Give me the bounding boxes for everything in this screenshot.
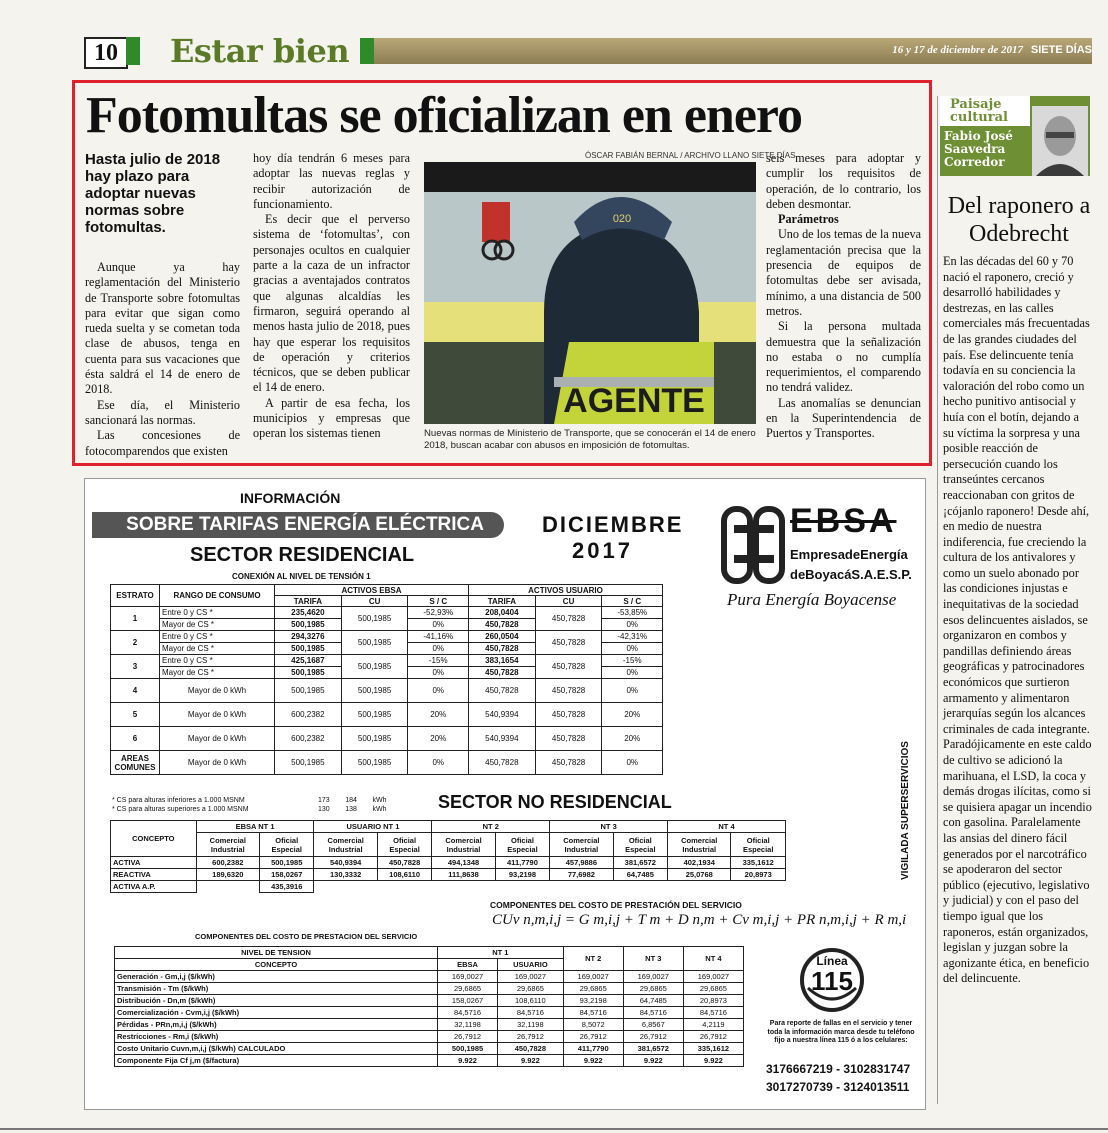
cell: 600,2382 [275, 703, 342, 727]
cell: 0% [602, 679, 663, 703]
cell: 500,1985 [275, 619, 342, 631]
col-header-concepto: CONCEPTO [111, 821, 197, 857]
table-row [111, 751, 663, 775]
cell [432, 881, 495, 893]
cell: 9.922 [563, 1055, 623, 1067]
cell: 77,6982 [550, 869, 613, 881]
cell: 4,2119 [683, 1019, 743, 1031]
photo-vest-text: AGENTE [563, 382, 705, 420]
cell: 500,1985 [260, 857, 314, 869]
column-divider [937, 96, 938, 1104]
cell: 450,7828 [377, 857, 431, 869]
cell: 494,1348 [432, 857, 495, 869]
phone-numbers: 3017270739 - 3124013511 [766, 1080, 910, 1094]
cell: 29,6865 [498, 983, 564, 995]
cell: -41,16% [408, 631, 469, 643]
cell: 0% [408, 679, 469, 703]
cell: 383,1654 [468, 655, 535, 667]
paragraph: Las anomalías se denuncian en la Superintendencia de Puertos y Transportes. [766, 395, 921, 441]
cell: 500,1985 [275, 667, 342, 679]
linea-label: Línea [816, 954, 848, 968]
section-marker [126, 37, 140, 65]
cell: 4 [111, 679, 160, 703]
cell: 9.922 [683, 1055, 743, 1067]
col-header-oficial: Oficial Especial [260, 833, 314, 857]
col-header-group: EBSA NT 1 [196, 821, 314, 833]
col-header-rango: RANGO DE CONSUMO [160, 585, 275, 607]
cell: Mayor de 0 kWh [160, 703, 275, 727]
cell: 450,7828 [535, 631, 602, 655]
cell: 411,7790 [563, 1043, 623, 1055]
cell [668, 881, 731, 893]
cell: 600,2382 [275, 727, 342, 751]
cell: 64,7485 [613, 869, 667, 881]
cell: 108,6110 [498, 995, 564, 1007]
cell [377, 881, 431, 893]
paper-name: SIETE DÍAS [1030, 44, 1092, 56]
ad-month: DICIEMBRE [542, 512, 684, 537]
cell: 0% [408, 619, 469, 631]
cell [731, 881, 786, 893]
photo-credit: ÓSCAR FABIÁN BERNAL / ARCHIVO LLANO SIETE DÍAS [585, 151, 796, 160]
col-header-tarifa: TARIFA [275, 596, 342, 607]
cell: 450,7828 [468, 619, 535, 631]
cell: 26,7912 [438, 1031, 498, 1043]
linea-number: 115 [811, 966, 853, 996]
cell: 2 [111, 631, 160, 655]
cell: 0% [602, 751, 663, 775]
table-row [111, 857, 786, 869]
table-row [115, 995, 744, 1007]
cell: 3 [111, 655, 160, 679]
col-header-ebsa: EBSA [438, 959, 498, 971]
cell: 208,0404 [468, 607, 535, 619]
ebsa-slogan: Pura Energía Boyacense [727, 590, 897, 609]
cell: 130,3332 [314, 869, 377, 881]
nonresidential-rows [111, 857, 786, 893]
cell: 9.922 [623, 1055, 683, 1067]
col-header-comercial: Comercial Industrial [314, 833, 377, 857]
page-number: 10 [84, 37, 128, 69]
cell: 25,0768 [668, 869, 731, 881]
row-label: Comercialización - Cvm,i,j ($/kWh) [115, 1007, 438, 1019]
ebsa-name-line1: EmpresadeEnergía [790, 547, 908, 562]
cell: 9.922 [498, 1055, 564, 1067]
cell [196, 881, 259, 893]
cs-note: * CS para alturas superiores a 1.000 MSNM [112, 806, 249, 813]
col-header-concepto: CONCEPTO [115, 959, 438, 971]
col-header-activos-usuario: ACTIVOS USUARIO [468, 585, 662, 596]
col-header-nivel: NIVEL DE TENSION [115, 947, 438, 959]
cell: 20% [408, 727, 469, 751]
col-header-nt3: NT 3 [623, 947, 683, 971]
row-label: Costo Unitario Cuvn,m,i,j ($/kWh) CALCULADO [115, 1043, 438, 1055]
article-photo [424, 162, 756, 424]
col-header-estrato: ESTRATO [111, 585, 160, 607]
cell: 500,1985 [341, 631, 408, 655]
photo-cap-number: 020 [612, 213, 632, 225]
col-header-nt4: NT 4 [683, 947, 743, 971]
cost-components-table [114, 946, 744, 1067]
cell: Mayor de 0 kWh [160, 751, 275, 775]
cell: 500,1985 [341, 703, 408, 727]
table-row [115, 983, 744, 995]
cell: 32,1198 [498, 1019, 564, 1031]
cell: 0% [408, 667, 469, 679]
ad-banner: SOBRE TARIFAS ENERGÍA ELÉCTRICA [92, 512, 504, 538]
nonresidential-tariff-table [110, 820, 786, 893]
cell: Entre 0 y CS * [160, 655, 275, 667]
cell [495, 881, 549, 893]
cell: 26,7912 [683, 1031, 743, 1043]
cell: -15% [602, 655, 663, 667]
cell: 5 [111, 703, 160, 727]
col-header-comercial: Comercial Industrial [550, 833, 613, 857]
cell: 450,7828 [535, 751, 602, 775]
section-title: Estar bien [170, 32, 350, 70]
row-label: Transmisión - Tm ($/kWh) [115, 983, 438, 995]
cell: 500,1985 [341, 655, 408, 679]
ebsa-name-line2: deBoyacáS.A.E.S.P. [790, 567, 912, 582]
cell: 6 [111, 727, 160, 751]
paragraph: hoy día tendrán 6 meses para adoptar las nuevas reglas y recibir autorización de funcionamiento. [253, 151, 410, 211]
cell: 381,6572 [623, 1043, 683, 1055]
cell: 335,1612 [731, 857, 786, 869]
cell: 6,8567 [623, 1019, 683, 1031]
cell: 169,0027 [438, 971, 498, 983]
table-row [111, 679, 663, 703]
col-header-oficial: Oficial Especial [731, 833, 786, 857]
cell: 84,5716 [438, 1007, 498, 1019]
cell: 500,1985 [275, 751, 342, 775]
cell: 26,7912 [563, 1031, 623, 1043]
cell: 450,7828 [498, 1043, 564, 1055]
cell: 500,1985 [341, 727, 408, 751]
cell: 93,2198 [563, 995, 623, 1007]
cell: 540,9394 [468, 703, 535, 727]
paragraph: Si la persona multada demuestra que la señalización no estaba o no cumplía requerimientos, el comparendo no tendrá validez. [766, 319, 921, 395]
cell: 260,0504 [468, 631, 535, 643]
cell: 402,1934 [668, 857, 731, 869]
cell: 84,5716 [683, 1007, 743, 1019]
cell: 335,1612 [683, 1043, 743, 1055]
table-row [111, 631, 663, 643]
row-label: ACTIVA [111, 857, 197, 869]
col-header-sc: S / C [408, 596, 469, 607]
cs-notes [112, 796, 249, 814]
cell: 450,7828 [535, 655, 602, 679]
paragraph: Uno de los temas de la nueva reglamentación precisa que la presencia de equipos de fotomultas debe ser avisada, mínimo, a una distancia de 500 metros. [766, 227, 921, 318]
cell: 64,7485 [623, 995, 683, 1007]
row-label: REACTIVA [111, 869, 197, 881]
col-header-tarifa: TARIFA [468, 596, 535, 607]
cell: 0% [408, 643, 469, 655]
article-subhead: Parámetros [778, 212, 839, 227]
cell: 500,1985 [275, 643, 342, 655]
table-row [115, 1019, 744, 1031]
table-row [111, 869, 786, 881]
paragraph: seis meses para adoptar y cumplir los requisitos de operación, de lo contrario, los deben desmontar. [766, 151, 921, 211]
row-label: Componente Fija Cf j,m ($/factura) [115, 1055, 438, 1067]
table-row [115, 1007, 744, 1019]
paragraph: Las concesiones de fotocomparendos que existen [85, 428, 240, 458]
cell: 9.922 [438, 1055, 498, 1067]
col-header-group: NT 4 [668, 821, 786, 833]
col-header-cu: CU [535, 596, 602, 607]
cell: 169,0027 [623, 971, 683, 983]
header-bar-marker [360, 38, 374, 64]
linea-115-logo [800, 948, 864, 1012]
linea-info-text: Para reporte de fallas en el servicio y tener toda la información marca desde tu teléfono fijo a nuestra línea 115 ó a los celulares: [767, 1020, 915, 1044]
cell: 108,6110 [377, 869, 431, 881]
cell: 500,1985 [341, 751, 408, 775]
ad-info-label: INFORMACIÓN [240, 490, 341, 506]
cell: 111,8638 [432, 869, 495, 881]
cell: 158,0267 [438, 995, 498, 1007]
cell: 20,8973 [683, 995, 743, 1007]
cell: -53,85% [602, 607, 663, 619]
table-row [111, 727, 663, 751]
cell: 500,1985 [275, 679, 342, 703]
row-label: Generación - Gm,i,j ($/kWh) [115, 971, 438, 983]
cell: 411,7790 [495, 857, 549, 869]
cell: 158,0267 [260, 869, 314, 881]
vigilada-label: VIGILADA SUPERSERVICIOS [900, 741, 911, 880]
ebsa-wordmark: EBSA [790, 502, 897, 540]
cs-values [318, 796, 386, 814]
cell: 450,7828 [535, 679, 602, 703]
paragraph: Aunque ya hay reglamentación del Ministerio de Transporte sobre fotomultas para evitar que sigan como rueda suelta y se cometan toda clase de abusos, tenga en cuenta para sus vacaciones que ésta saldrá el 14 de enero de 2018. [85, 260, 240, 397]
col-header-sc: S / C [602, 596, 663, 607]
cell: 84,5716 [498, 1007, 564, 1019]
cell: AREAS COMUNES [111, 751, 160, 775]
col-header-activos-ebsa: ACTIVOS EBSA [275, 585, 469, 596]
cell: Entre 0 y CS * [160, 607, 275, 619]
cell: -42,31% [602, 631, 663, 643]
cell: 425,1687 [275, 655, 342, 667]
col-header-nt1: NT 1 [438, 947, 564, 959]
cell: 26,7912 [498, 1031, 564, 1043]
cell: 540,9394 [468, 727, 535, 751]
cell: 169,0027 [498, 971, 564, 983]
sector-nonresidential-title: SECTOR NO RESIDENCIAL [438, 792, 672, 812]
article-lead: Hasta julio de 2018 hay plazo para adoptar nuevas normas sobre fotomultas. [85, 151, 221, 236]
col-header-oficial: Oficial Especial [495, 833, 549, 857]
col-header-comercial: Comercial Industrial [432, 833, 495, 857]
table-row [111, 655, 663, 667]
cell: 20% [602, 727, 663, 751]
residential-tariff-table [110, 584, 663, 775]
cell: 93,2198 [495, 869, 549, 881]
cell [613, 881, 667, 893]
cell: 450,7828 [468, 679, 535, 703]
connection-level-label: CONEXIÓN AL NIVEL DE TENSIÓN 1 [232, 572, 371, 581]
col-header-cu: CU [341, 596, 408, 607]
cell: 450,7828 [535, 703, 602, 727]
col-header-group: NT 3 [550, 821, 668, 833]
cell: 8,5072 [563, 1019, 623, 1031]
cell: 20% [602, 703, 663, 727]
cell: 169,0027 [563, 971, 623, 983]
col-header-usuario: USUARIO [498, 959, 564, 971]
cell: 500,1985 [341, 607, 408, 631]
cell: 457,9886 [550, 857, 613, 869]
cell: 235,4620 [275, 607, 342, 619]
ad-year: 2017 [572, 538, 633, 563]
paragraph: A partir de esa fecha, los municipios y empresas que operan los sistemas tienen [253, 395, 410, 441]
cell: -52,93% [408, 607, 469, 619]
cell: Mayor de CS * [160, 619, 275, 631]
col-header-oficial: Oficial Especial [377, 833, 431, 857]
cell: 169,0027 [683, 971, 743, 983]
column-body: En las décadas del 60 y 70 nació el raponero, creció y desarrolló habilidades y destrezas, en las calles comerciales más frecuentadas de las grandes ciudades del país. Ese delincuente tenía todavía en su conciencia la valoración del robo como un hecho punitivo antisocial y huía con el botín, dejando a su víctima la sorpresa y una posible reacción de persecución cuando los transeúntes cercanos reaccionaban con gritos de ¡cójanlo raponero! Desde ahí, en medio de nuestra indiferencia, fue creciendo la cultura de los antivalores y como un suelo abonado por las condiciones injustas e inequitativas de la sociedad esos delincuentes aislados, se organizaron en combos y pandillas definiendo áreas geográficas y patrocinadores económicos que surtieron armamento y alimentaron jerarquías según los alcances criminales de cada integrante. Paradójicamente en este caldo de cultivo se adicionó la marihuana, el LSD, la coca y demás drogas ilícitas, como si se quisiera apagar un incendio con gasolina. Paralelamente las ansias del dinero fácil generados por el narcotráfico se apoderaron del sector público (ejecutivo, legislativo y judicial) y con el paso del tiempo igual que los raponeros, están organizados, legislan y juzgan sobre la agonizante ética, en beneficio del delincuente. [943, 254, 1092, 986]
cell: 26,7912 [623, 1031, 683, 1043]
cell: 500,1985 [341, 679, 408, 703]
cell: 435,3916 [260, 881, 314, 893]
table-row [111, 881, 786, 893]
cell: 0% [408, 751, 469, 775]
cell: 29,6865 [623, 983, 683, 995]
cs-note: * CS para alturas inferiores a 1.000 MSNM [112, 797, 245, 804]
row-label: Pérdidas - PRn,m,i,j ($/kWh) [115, 1019, 438, 1031]
cell: 189,6320 [196, 869, 259, 881]
cell: 450,7828 [535, 727, 602, 751]
cell: 540,9394 [314, 857, 377, 869]
cell: 84,5716 [563, 1007, 623, 1019]
col-header-nt2: NT 2 [563, 947, 623, 971]
cell: 32,1198 [438, 1019, 498, 1031]
row-label: Distribución - Dn,m ($/kWh) [115, 995, 438, 1007]
components-title: COMPONENTES DEL COSTO DE PRESTACIÓN DEL SERVICIO [490, 900, 742, 910]
cell: 20% [408, 703, 469, 727]
cell: 450,7828 [468, 667, 535, 679]
article-column-2 [253, 151, 410, 442]
article-column-3 [766, 151, 921, 442]
cell: 29,6865 [438, 983, 498, 995]
cell [314, 881, 377, 893]
photo-caption: Nuevas normas de Ministerio de Transporte, que se conocerán el 14 de enero 2018, buscan acabar con abusos en imposición de fotomultas. [424, 428, 756, 451]
cell: Mayor de CS * [160, 643, 275, 655]
cell: 0% [602, 643, 663, 655]
col-header-oficial: Oficial Especial [613, 833, 667, 857]
cs-value: 130 138 kWh [318, 806, 387, 813]
column-author: Fabio José Saavedra Corredor [944, 129, 1013, 169]
column-tag-label: Paisaje cultural [950, 97, 1008, 125]
col-header-comercial: Comercial Industrial [668, 833, 731, 857]
col-header-comercial: Comercial Industrial [196, 833, 259, 857]
cell: 1 [111, 607, 160, 631]
cost-component-rows [115, 971, 744, 1067]
cell: 20,8973 [731, 869, 786, 881]
header-date: 16 y 17 de diciembre de 2017 [892, 44, 1023, 56]
cell [550, 881, 613, 893]
cell: Mayor de 0 kWh [160, 679, 275, 703]
page-bottom-rule [0, 1128, 1108, 1130]
author-photo [1032, 106, 1088, 176]
sector-residential-title: SECTOR RESIDENCIAL [190, 544, 415, 566]
cell: 450,7828 [535, 607, 602, 631]
cell: 500,1985 [438, 1043, 498, 1055]
cs-value: 173 184 kWh [318, 797, 387, 804]
cell: -15% [408, 655, 469, 667]
cell: Mayor de CS * [160, 667, 275, 679]
column-headline: Del raponero a Odebrecht [947, 193, 1091, 247]
cell: 0% [602, 619, 663, 631]
cell: 381,6572 [613, 857, 667, 869]
cell: 450,7828 [468, 643, 535, 655]
table-row [115, 971, 744, 983]
row-label: ACTIVA A.P. [111, 881, 197, 893]
cell: 29,6865 [683, 983, 743, 995]
row-label: Restricciones - Rm,i ($/kWh) [115, 1031, 438, 1043]
paragraph: Es decir que el perverso sistema de ‘fotomultas’, con personajes ocultos en cualquier parte a la caza de un infractor gracias a aventajados contratos que algunas alcaldías les firmaron, seguirá operando al menos hasta julio de 2018, pues hay que esperar los requisitos de operación y criterios técnicos, que se deben publicar el 14 de enero. [253, 212, 410, 395]
article-headline: Fotomultas se oficializan en enero [86, 87, 803, 144]
cell: 0% [602, 667, 663, 679]
cost-formula: CUv n,m,i,j = G m,i,j + T m + D n,m + Cv m,i,j + PR n,m,i,j + R m,i [492, 912, 907, 928]
cell: Entre 0 y CS * [160, 631, 275, 643]
table-row [115, 1055, 744, 1067]
cell: 29,6865 [563, 983, 623, 995]
article-column-1 [85, 260, 240, 459]
components-table-title: COMPONENTES DEL COSTO DE PRESTACION DEL SERVICIO [195, 932, 418, 941]
cell: 450,7828 [468, 751, 535, 775]
col-header-group: NT 2 [432, 821, 550, 833]
table-row [111, 703, 663, 727]
paragraph: Ese día, el Ministerio sancionará las normas. [85, 397, 240, 427]
cell: 600,2382 [196, 857, 259, 869]
col-header-group: USUARIO NT 1 [314, 821, 432, 833]
table-row [115, 1043, 744, 1055]
cell: 294,3276 [275, 631, 342, 643]
table-row [115, 1031, 744, 1043]
table-row [111, 607, 663, 619]
cell: 84,5716 [623, 1007, 683, 1019]
phone-numbers: 3176667219 - 3102831747 [766, 1062, 911, 1076]
cell: Mayor de 0 kWh [160, 727, 275, 751]
